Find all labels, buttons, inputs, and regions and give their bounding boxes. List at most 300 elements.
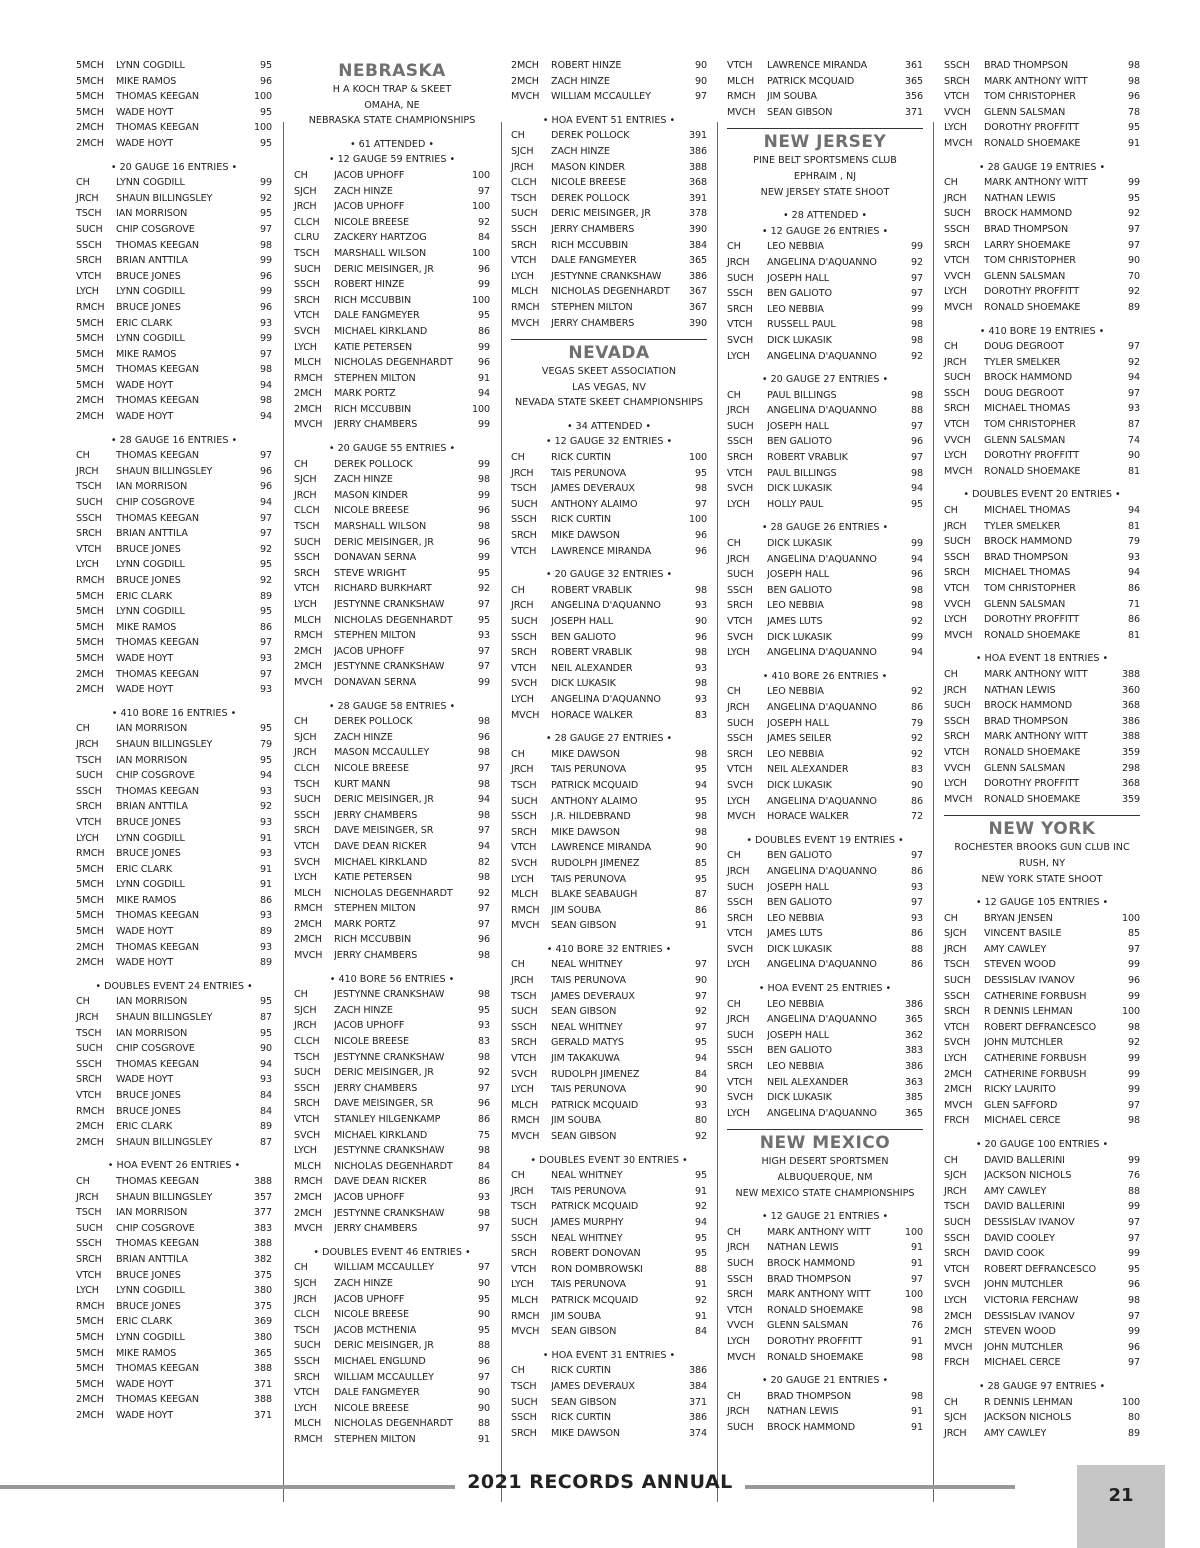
class-code: MLCH (294, 1160, 322, 1172)
shooter-name: BRUCE JONES (116, 848, 181, 860)
class-code: VTCH (294, 583, 320, 595)
shooter-name: DOUG DEGROOT (984, 387, 1064, 399)
score: 97 (477, 1371, 490, 1383)
result-row (727, 1350, 923, 1366)
score: 98 (1127, 1021, 1140, 1033)
shooter-name: ZACH HINZE (551, 145, 610, 157)
result-row (511, 206, 707, 222)
class-code: VTCH (944, 1021, 970, 1033)
shooter-name: SHAUN BILLINGSLEY (116, 192, 213, 204)
event-title: • HOA EVENT 25 ENTRIES • (758, 983, 892, 995)
shooter-name: BEN GALIOTO (767, 1045, 832, 1057)
result-row (294, 886, 490, 902)
class-code: SRCH (944, 75, 970, 87)
event-title: • HOA EVENT 26 ENTRIES • (107, 1160, 241, 1172)
shooter-name: RICHARD BURKHART (334, 583, 432, 595)
class-code: MVCH (727, 811, 756, 823)
shooter-name: DAVE DEAN RICKER (334, 1176, 427, 1188)
shooter-name: JACOB UPHOFF (334, 645, 405, 657)
score: 90 (694, 75, 707, 87)
score: 98 (1127, 60, 1140, 71)
score: 95 (694, 795, 707, 807)
class-code: SUCH (511, 208, 538, 220)
result-row (76, 721, 272, 737)
shooter-name: ERIC CLARK (116, 863, 173, 875)
score: 383 (253, 1222, 272, 1234)
result-row (76, 1361, 272, 1377)
score: 96 (259, 270, 272, 282)
result-row (727, 911, 923, 927)
shooter-name: JIM SOUBA (551, 904, 601, 916)
shooter-name: IAN MORRISON (116, 1207, 188, 1219)
score: 96 (910, 569, 923, 581)
class-code: TSCH (511, 779, 537, 791)
result-row (727, 794, 923, 810)
shooter-name: ROBERT VRABLIK (551, 584, 632, 596)
class-code: 2MCH (76, 1394, 104, 1406)
score: 98 (910, 1351, 923, 1363)
event-block (294, 972, 490, 1237)
score: 96 (477, 934, 490, 946)
score: 86 (259, 621, 272, 633)
class-code: 5MCH (76, 606, 104, 618)
shooter-name: DAVE DEAN RICKER (334, 840, 427, 852)
class-code: VTCH (727, 1304, 753, 1316)
shooter-name: STEPHEN MILTON (334, 372, 416, 384)
shooter-name: SEAN GIBSON (551, 1326, 617, 1338)
score: 86 (910, 865, 923, 877)
result-row (511, 989, 707, 1005)
event-title: • DOUBLES EVENT 24 ENTRIES • (95, 980, 253, 992)
class-code: 2MCH (511, 75, 539, 87)
state-name: NEW JERSEY (727, 128, 923, 153)
shooter-name: JACKSON NICHOLS (984, 1412, 1072, 1424)
class-code: VTCH (511, 545, 537, 557)
shooter-name: JAMES LUTS (767, 928, 823, 940)
shooter-name: GLENN SALSMAN (984, 270, 1066, 282)
result-row (76, 737, 272, 753)
result-row (511, 1113, 707, 1129)
shooter-name: TYLER SMELKER (984, 520, 1061, 532)
score: 388 (253, 1394, 272, 1406)
shooter-name: THOMAS KEEGAN (116, 785, 199, 797)
shooter-name: DESSISLAV IVANOV (984, 975, 1075, 987)
score: 94 (1127, 567, 1140, 579)
result-row (76, 300, 272, 316)
shooter-name: CATHERINE FORBUSH (984, 1053, 1087, 1065)
event-block (76, 433, 272, 698)
result-row (294, 417, 490, 433)
score: 83 (694, 709, 707, 721)
score: 93 (694, 600, 707, 612)
class-code: SSCH (511, 1232, 537, 1244)
result-row (944, 612, 1140, 628)
venue-line: NEW JERSEY STATE SHOOT (760, 186, 890, 198)
class-code: TSCH (76, 1207, 102, 1219)
result-row (76, 526, 272, 542)
shooter-name: NICHOLAS DEGENHARDT (551, 286, 670, 298)
class-code: SRCH (511, 826, 537, 838)
class-code: CH (727, 1390, 741, 1402)
result-row (727, 583, 923, 599)
shooter-name: ERIC CLARK (116, 1316, 173, 1328)
score: 95 (477, 1293, 490, 1305)
event-title: • 20 GAUGE 27 ENTRIES • (761, 374, 889, 386)
class-code: MLCH (294, 887, 322, 899)
score: 365 (253, 1347, 272, 1359)
class-code: MLCH (511, 1294, 539, 1306)
venue-line: NEBRASKA STATE CHAMPIONSHIPS (308, 115, 476, 127)
class-code: CH (727, 850, 741, 862)
class-code: 2MCH (76, 122, 104, 134)
event-title: • DOUBLES EVENT 19 ENTRIES • (746, 834, 904, 846)
class-code: LYCH (727, 498, 750, 510)
result-row (944, 464, 1140, 480)
class-code: 2MCH (944, 1326, 972, 1338)
class-code: TSCH (294, 778, 320, 790)
class-code: TSCH (944, 1201, 970, 1213)
result-row (944, 370, 1140, 386)
shooter-name: MARK ANTHONY WITT (984, 731, 1088, 743)
score: 99 (1127, 1084, 1140, 1096)
score: 93 (259, 816, 272, 828)
score: 96 (1127, 975, 1140, 987)
class-code: SVCH (294, 325, 321, 337)
score: 99 (477, 489, 490, 501)
result-row (76, 1174, 272, 1190)
shooter-name: WILLIAM MCCAULLEY (334, 1371, 434, 1383)
shooter-name: JACOB MCTHENIA (334, 1324, 417, 1336)
class-code: CH (294, 716, 308, 728)
class-code: SUCH (511, 498, 538, 510)
shooter-name: JOSEPH HALL (767, 1029, 829, 1041)
shooter-name: J.R. HILDEBRAND (551, 811, 631, 823)
class-code: JRCH (76, 192, 99, 204)
class-code: RMCH (294, 903, 323, 915)
result-row (76, 1377, 272, 1393)
score: 87 (259, 1136, 272, 1148)
class-code: VTCH (294, 310, 320, 322)
result-row (294, 581, 490, 597)
score: 72 (910, 811, 923, 823)
result-row (76, 464, 272, 480)
class-code: VTCH (944, 583, 970, 594)
result-row (76, 331, 272, 347)
score: 92 (477, 1067, 490, 1079)
shooter-name: MICHAEL CERCE (984, 1357, 1061, 1369)
class-code: 5MCH (76, 75, 104, 87)
score: 96 (694, 545, 707, 557)
event-block (511, 731, 707, 934)
result-row (944, 957, 1140, 973)
shooter-name: THOMAS KEEGAN (116, 395, 199, 407)
score: 98 (477, 521, 490, 533)
class-code: SUCH (76, 497, 103, 509)
class-code: SRCH (76, 255, 102, 267)
class-code: SVCH (294, 856, 321, 868)
event-block (727, 224, 923, 364)
score: 97 (477, 762, 490, 774)
event-block (76, 979, 272, 1151)
class-code: VVCH (944, 762, 971, 774)
score: 388 (253, 1175, 272, 1187)
score: 97 (477, 661, 490, 673)
score: 74 (1127, 434, 1140, 446)
result-row (76, 316, 272, 332)
score: 390 (688, 223, 707, 235)
shooter-name: ANGELINA D'AQUANNO (767, 256, 877, 268)
score: 386 (904, 1061, 923, 1073)
score: 93 (259, 848, 272, 860)
score: 98 (694, 584, 707, 596)
shooter-name: KATIE PETERSEN (334, 341, 413, 353)
shooter-name: BRUCE JONES (116, 270, 181, 282)
shooter-name: NEAL WHITNEY (551, 1021, 623, 1033)
result-row (294, 792, 490, 808)
shooter-name: MIKE RAMOS (116, 894, 177, 906)
class-code: MVCH (944, 793, 973, 805)
result-row (511, 528, 707, 544)
score: 362 (904, 1029, 923, 1041)
result-row (727, 630, 923, 646)
result-row (511, 1293, 707, 1309)
score: 90 (694, 1084, 707, 1096)
score: 94 (1127, 505, 1140, 517)
result-row (511, 973, 707, 989)
score: 92 (694, 1006, 707, 1018)
shooter-name: WILLIAM MCCAULLEY (334, 1262, 434, 1274)
result-row (76, 1346, 272, 1362)
shooter-name: DAVID COOLEY (984, 1232, 1055, 1244)
result-row (294, 1050, 490, 1066)
shooter-name: ERIC CLARK (116, 1121, 173, 1133)
result-row (511, 316, 707, 332)
shooter-name: JAMES SEILER (767, 733, 832, 745)
shooter-name: LAWRENCE MIRANDA (767, 60, 868, 71)
shooter-name: LYNN COGDILL (116, 832, 185, 844)
score: 97 (1127, 341, 1140, 353)
score: 93 (1127, 403, 1140, 415)
result-row (727, 716, 923, 732)
shooter-name: MARK PORTZ (334, 388, 396, 400)
venue-line: NEW MEXICO STATE CHAMPIONSHIPS (735, 1187, 915, 1199)
score: 95 (1127, 1263, 1140, 1275)
class-code: SRCH (727, 748, 753, 760)
result-row (944, 1324, 1140, 1340)
shooter-name: AMY CAWLEY (984, 943, 1047, 955)
score: 95 (694, 1170, 707, 1182)
result-row (944, 792, 1140, 808)
result-row (727, 957, 923, 973)
score: 95 (694, 873, 707, 885)
score: 386 (904, 998, 923, 1010)
score: 100 (904, 1226, 923, 1238)
shooter-name: JERRY CHAMBERS (551, 317, 635, 329)
score: 90 (477, 1402, 490, 1414)
class-code: VVCH (944, 106, 971, 118)
shooter-name: TAIS PERUNOVA (551, 467, 626, 479)
shooter-name: DEREK POLLOCK (551, 130, 630, 142)
score: 99 (1127, 177, 1140, 189)
shooter-name: DALE FANGMEYER (551, 255, 637, 267)
class-code: LYCH (294, 872, 317, 884)
score: 86 (259, 894, 272, 906)
shooter-name: MICHAEL KIRKLAND (334, 1129, 428, 1141)
state-header (944, 815, 1140, 887)
result-row (944, 136, 1140, 152)
result-row (511, 481, 707, 497)
shooter-name: MIKE RAMOS (116, 75, 177, 87)
class-code: SRCH (944, 1006, 970, 1018)
score: 97 (1127, 943, 1140, 955)
score: 93 (259, 652, 272, 664)
class-code: SVCH (727, 1092, 754, 1104)
result-row (511, 1129, 707, 1145)
shooter-name: BROCK HAMMOND (984, 536, 1072, 548)
shooter-name: TAIS PERUNOVA (551, 873, 626, 885)
result-row (76, 105, 272, 121)
score: 90 (477, 1277, 490, 1289)
class-code: JRCH (944, 192, 967, 204)
class-code: CH (76, 450, 90, 462)
shooter-name: ROBERT DEFRANCESCO (984, 1263, 1097, 1275)
result-row (294, 761, 490, 777)
shooter-name: MIKE RAMOS (116, 621, 177, 633)
result-row (76, 846, 272, 862)
shooter-name: JESTYNNE CRANKSHAW (551, 270, 662, 282)
shooter-name: GLENN SALSMAN (767, 1320, 849, 1332)
score: 298 (1121, 762, 1140, 774)
result-row (76, 1010, 272, 1026)
column-4 (727, 58, 923, 1436)
class-code: 2MCH (76, 395, 104, 407)
result-row (511, 887, 707, 903)
score: 363 (904, 1076, 923, 1088)
result-row (727, 895, 923, 911)
score: 92 (259, 543, 272, 555)
result-row (294, 503, 490, 519)
result-row (294, 1432, 490, 1448)
class-code: SSCH (511, 514, 537, 526)
class-code: SRCH (727, 1289, 753, 1301)
result-row (944, 1098, 1140, 1114)
score: 367 (688, 286, 707, 298)
score: 93 (694, 662, 707, 674)
score: 79 (259, 738, 272, 750)
shooter-name: LYNN COGDILL (116, 333, 185, 345)
class-code: FRCH (944, 1357, 970, 1369)
class-code: CH (76, 1175, 90, 1187)
event-block (727, 1373, 923, 1435)
class-code: CLCH (511, 177, 537, 189)
footer-rule-left (0, 1485, 455, 1489)
class-code: SJCH (944, 1412, 967, 1424)
shooter-name: THOMAS KEEGAN (116, 1058, 199, 1070)
event-title: • 20 GAUGE 32 ENTRIES • (545, 569, 673, 581)
shooter-name: DONAVAN SERNA (334, 552, 417, 564)
class-code: 2MCH (944, 1084, 972, 1096)
shooter-name: NEAL WHITNEY (551, 1170, 623, 1182)
result-row (511, 676, 707, 692)
shooter-name: WADE HOYT (116, 379, 174, 391)
shooter-name: JOSEPH HALL (767, 420, 829, 432)
class-code: JRCH (511, 600, 534, 612)
shooter-name: ZACH HINZE (551, 75, 610, 87)
shooter-name: JIM SOUBA (551, 1310, 601, 1322)
score: 97 (477, 185, 490, 197)
class-code: LYCH (944, 450, 967, 462)
shooter-name: JOHN MUTCHLER (984, 1279, 1064, 1291)
class-code: SJCH (294, 731, 317, 743)
result-row (294, 472, 490, 488)
result-row (511, 175, 707, 191)
result-row (294, 1174, 490, 1190)
shooter-name: SHAUN BILLINGSLEY (116, 465, 213, 477)
class-code: RMCH (76, 1300, 105, 1312)
venue-line: EPHRAIM , NJ (793, 170, 857, 182)
class-code: VTCH (944, 91, 970, 103)
result-row (727, 1272, 923, 1288)
score: 70 (1127, 270, 1140, 282)
score: 99 (477, 341, 490, 353)
class-code: SRCH (294, 825, 320, 837)
score: 90 (694, 975, 707, 987)
result-row (944, 386, 1140, 402)
result-row (727, 1303, 923, 1319)
shooter-name: GLENN SALSMAN (984, 106, 1066, 118)
class-code: CH (511, 584, 525, 596)
result-row (944, 1277, 1140, 1293)
event-title: • 20 GAUGE 21 ENTRIES • (761, 1375, 889, 1387)
result-row (511, 692, 707, 708)
class-code: RMCH (76, 575, 105, 586)
class-code: 5MCH (76, 910, 104, 922)
shooter-name: GLENN SALSMAN (984, 598, 1066, 610)
score: 388 (1121, 731, 1140, 743)
score: 94 (910, 553, 923, 565)
result-row (727, 747, 923, 763)
shooter-name: DOUG DEGROOT (984, 341, 1064, 353)
result-row (294, 355, 490, 371)
event-title: • HOA EVENT 51 ENTRIES • (542, 114, 676, 126)
venue-line: LAS VEGAS, NV (572, 381, 646, 393)
result-row (294, 386, 490, 402)
shooter-name: JERRY CHAMBERS (551, 223, 635, 235)
class-code: LYCH (727, 350, 750, 362)
result-row (511, 903, 707, 919)
result-row (944, 339, 1140, 355)
class-code: 5MCH (76, 91, 104, 103)
score: 91 (694, 1185, 707, 1197)
class-code: VTCH (944, 746, 970, 758)
shooter-name: JESTYNNE CRANKSHAW (334, 599, 445, 610)
class-code: SRCH (76, 1074, 102, 1086)
score: 97 (1127, 1099, 1140, 1111)
shooter-name: NEAL WHITNEY (551, 959, 623, 971)
result-row (944, 729, 1140, 745)
score: 95 (1127, 122, 1140, 134)
shooter-name: GLEN SAFFORD (984, 1099, 1058, 1111)
shooter-name: SEAN GIBSON (767, 106, 833, 118)
class-code: 5MCH (76, 348, 104, 360)
class-code: SSCH (294, 809, 320, 821)
result-row (76, 74, 272, 90)
result-row (76, 448, 272, 464)
class-code: SRCH (944, 403, 970, 415)
class-code: SSCH (511, 223, 537, 235)
result-row (944, 973, 1140, 989)
event-title: • HOA EVENT 18 ENTRIES • (975, 653, 1109, 665)
